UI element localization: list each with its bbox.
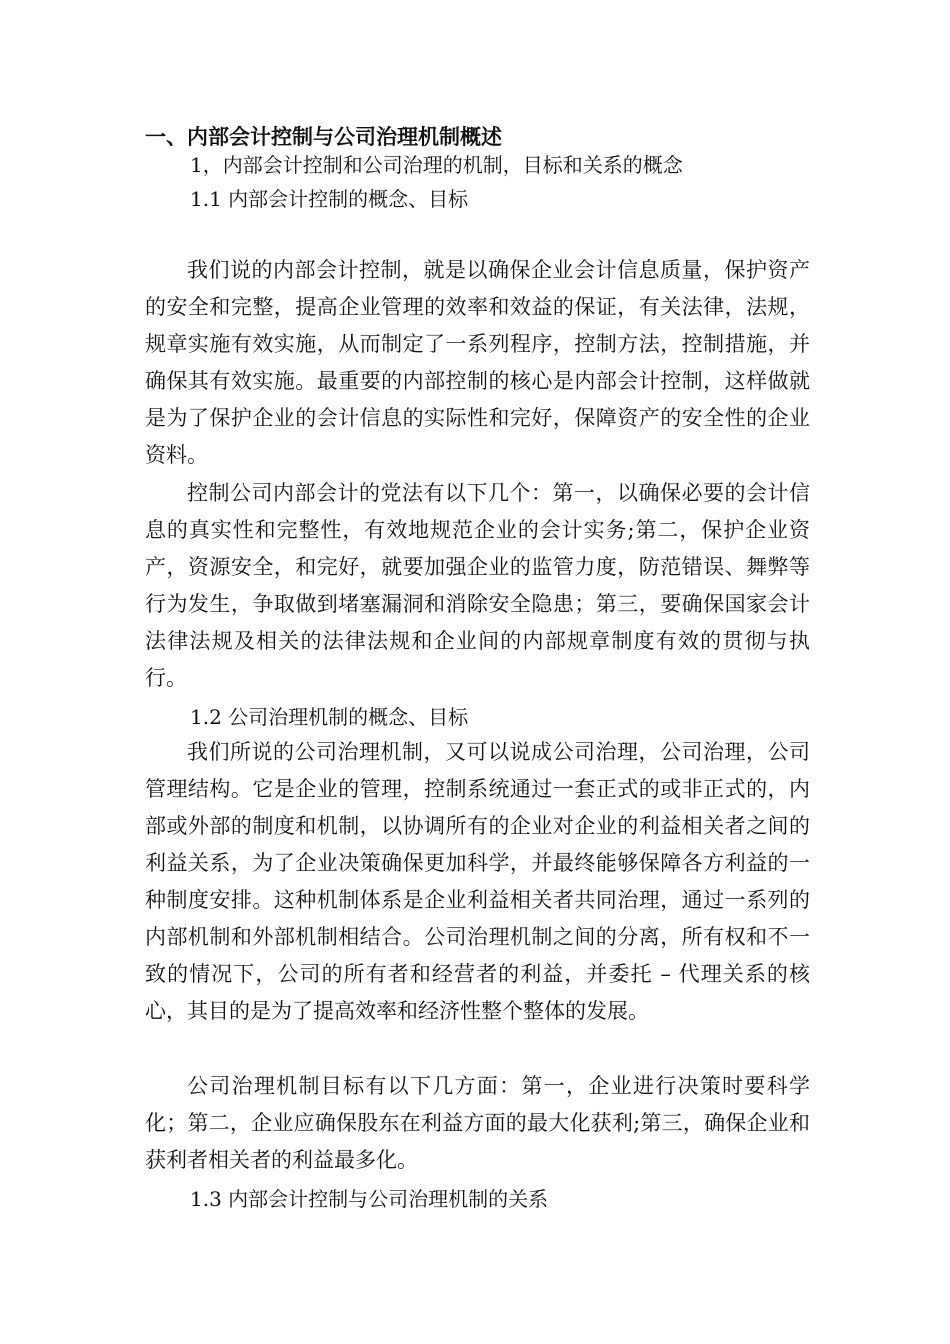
subsection-heading-1: 1，内部会计控制和公司治理的机制，目标和关系的概念 [190, 153, 683, 177]
paragraph-2: 控制公司内部会计的党法有以下几个：第一，以确保必要的会计信息的真实性和完整性，有效地规范企业的会计实务;第二，保护企业资产，资源安全，和完好，就要加强企业的监管力度，防范错误、舞弊等行为发生，争取做到堵塞漏洞和消除安全隐患；第三，要确保国家会计法律法规及相关的法律法规和企业间的内部规章制度有效的贯彻与执行。 [145, 481, 810, 690]
subsection-heading-1-1: 1.1 内部会计控制的概念、目标 [190, 187, 469, 211]
subsection-heading-1-2: 1.2 公司治理机制的概念、目标 [190, 705, 469, 729]
paragraph-4: 公司治理机制目标有以下几方面：第一，企业进行决策时要科学化；第二，企业应确保股东在利益方面的最大化获利;第三，确保企业和获利者相关者的利益最多化。 [145, 1074, 810, 1172]
subsection-heading-1-3: 1.3 内部会计控制与公司治理机制的关系 [190, 1187, 549, 1211]
paragraph-3: 我们所说的公司治理机制，又可以说成公司治理，公司治理，公司管理结构。它是企业的管理，控制系统通过一套正式的或非正式的，内部或外部的制度和机制，以协调所有的企业对企业的利益相关者之间的利益关系，为了企业决策确保更加科学，并最终能够保障各方利益的一种制度安排。这种机制体系是企业利益相关者共同治理，通过一系列的内部机制和外部机制相结合。公司治理机制之间的分离，所有权和不一致的情况下，公司的所有者和经营者的利益，并委托 – 代理关系的核心，其目的是为了提高效率和经济性整个整体的发展。 [145, 740, 810, 1023]
section-heading: 一、内部会计控制与公司治理机制概述 [145, 125, 502, 149]
paragraph-1: 我们说的内部会计控制，就是以确保企业会计信息质量，保护资产的安全和完整，提高企业管理的效率和效益的保证，有关法律，法规，规章实施有效实施，从而制定了一系列程序，控制方法，控制措施，并确保其有效实施。最重要的内部控制的核心是内部会计控制，这样做就是为了保护企业的会计信息的实际性和完好，保障资产的安全性的企业资料。 [145, 258, 810, 467]
